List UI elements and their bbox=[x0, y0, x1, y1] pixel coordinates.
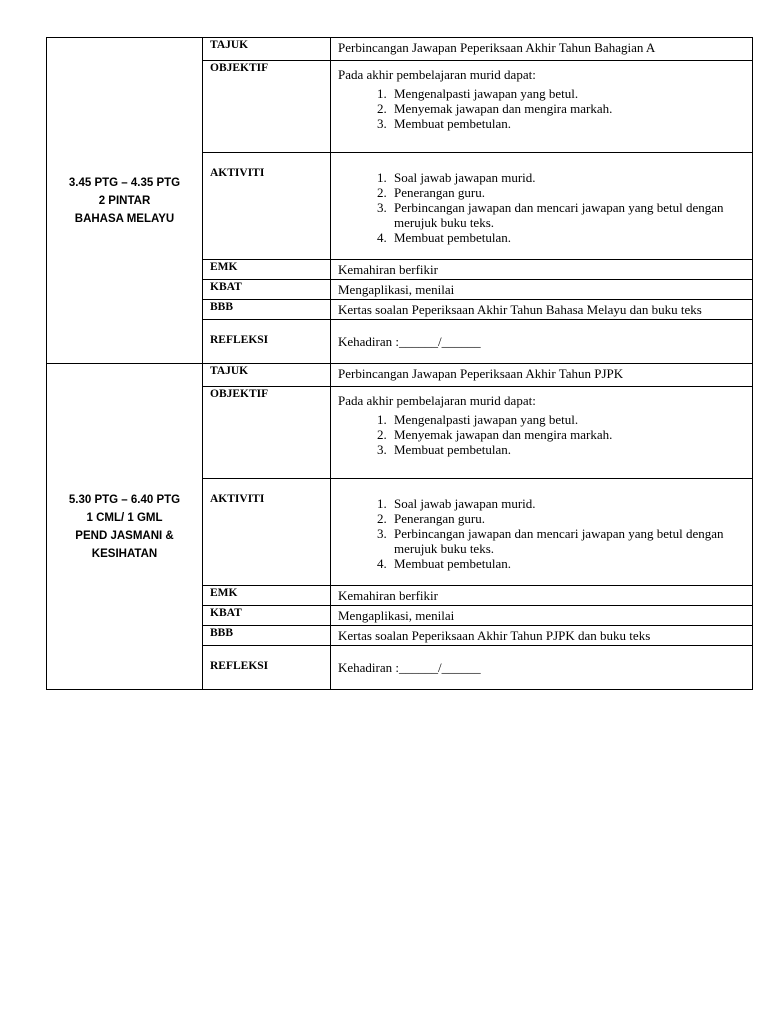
list-item: 3. Perbincangan jawapan dan mencari jawapan yang betul dengan merujuk buku teks. bbox=[390, 526, 752, 556]
slot-subject-2: KESIHATAN bbox=[91, 547, 158, 560]
session-slot bbox=[47, 364, 203, 690]
value-emk: Kemahiran berfikir bbox=[331, 586, 753, 606]
slot-class: 2 PINTAR bbox=[98, 194, 151, 207]
list-item: 2. Menyemak jawapan dan mengira markah. bbox=[390, 101, 752, 116]
objektif-list bbox=[338, 412, 752, 457]
slot-time: 5.30 PTG – 6.40 PTG bbox=[68, 493, 181, 506]
list-item: 2. Penerangan guru. bbox=[390, 511, 752, 526]
label-kbat: KBAT bbox=[203, 280, 331, 300]
value-aktiviti bbox=[331, 153, 753, 260]
row-tajuk bbox=[47, 364, 753, 387]
list-item: 2. Menyemak jawapan dan mengira markah. bbox=[390, 427, 752, 442]
value-kbat: Mengaplikasi, menilai bbox=[331, 606, 753, 626]
label-tajuk: TAJUK bbox=[203, 364, 331, 387]
list-item: 1. Soal jawab jawapan murid. bbox=[390, 496, 752, 511]
list-item: 4. Membuat pembetulan. bbox=[390, 230, 752, 245]
objektif-intro: Pada akhir pembelajaran murid dapat: bbox=[338, 67, 536, 82]
list-item: 1. Mengenalpasti jawapan yang betul. bbox=[390, 412, 752, 427]
list-item: 1. Mengenalpasti jawapan yang betul. bbox=[390, 86, 752, 101]
row-tajuk bbox=[47, 38, 753, 61]
label-emk: EMK bbox=[203, 260, 331, 280]
list-item: 4. Membuat pembetulan. bbox=[390, 556, 752, 571]
objektif-intro: Pada akhir pembelajaran murid dapat: bbox=[338, 393, 536, 408]
label-refleksi: REFLEKSI bbox=[203, 320, 331, 364]
value-aktiviti bbox=[331, 479, 753, 586]
value-tajuk: Perbincangan Jawapan Peperiksaan Akhir Tahun Bahagian A bbox=[331, 38, 753, 61]
slot-subject: PEND JASMANI & bbox=[75, 529, 174, 542]
value-objektif bbox=[331, 61, 753, 153]
aktiviti-list bbox=[338, 170, 752, 245]
list-item: 3. Membuat pembetulan. bbox=[390, 442, 752, 457]
slot-subject: BAHASA MELAYU bbox=[74, 212, 175, 225]
value-emk: Kemahiran berfikir bbox=[331, 260, 753, 280]
label-objektif: OBJEKTIF bbox=[203, 387, 331, 479]
label-tajuk: TAJUK bbox=[203, 38, 331, 61]
session-slot bbox=[47, 38, 203, 364]
slot-class: 1 CML/ 1 GML bbox=[86, 511, 163, 524]
value-tajuk: Perbincangan Jawapan Peperiksaan Akhir Tahun PJPK bbox=[331, 364, 753, 387]
label-bbb: BBB bbox=[203, 300, 331, 320]
label-kbat: KBAT bbox=[203, 606, 331, 626]
value-bbb: Kertas soalan Peperiksaan Akhir Tahun PJPK dan buku teks bbox=[331, 626, 753, 646]
label-emk: EMK bbox=[203, 586, 331, 606]
label-refleksi: REFLEKSI bbox=[203, 646, 331, 690]
label-aktiviti: AKTIVITI bbox=[203, 479, 331, 586]
value-bbb: Kertas soalan Peperiksaan Akhir Tahun Bahasa Melayu dan buku teks bbox=[331, 300, 753, 320]
list-item: 1. Soal jawab jawapan murid. bbox=[390, 170, 752, 185]
value-refleksi: Kehadiran :______/______ bbox=[331, 320, 753, 364]
lesson-plan-table bbox=[46, 37, 753, 690]
objektif-list bbox=[338, 86, 752, 131]
list-item: 2. Penerangan guru. bbox=[390, 185, 752, 200]
value-refleksi: Kehadiran :______/______ bbox=[331, 646, 753, 690]
label-objektif: OBJEKTIF bbox=[203, 61, 331, 153]
value-kbat: Mengaplikasi, menilai bbox=[331, 280, 753, 300]
list-item: 3. Perbincangan jawapan dan mencari jawapan yang betul dengan merujuk buku teks. bbox=[390, 200, 752, 230]
aktiviti-list bbox=[338, 496, 752, 571]
label-bbb: BBB bbox=[203, 626, 331, 646]
label-aktiviti: AKTIVITI bbox=[203, 153, 331, 260]
list-item: 3. Membuat pembetulan. bbox=[390, 116, 752, 131]
slot-time: 3.45 PTG – 4.35 PTG bbox=[68, 176, 181, 189]
value-objektif bbox=[331, 387, 753, 479]
